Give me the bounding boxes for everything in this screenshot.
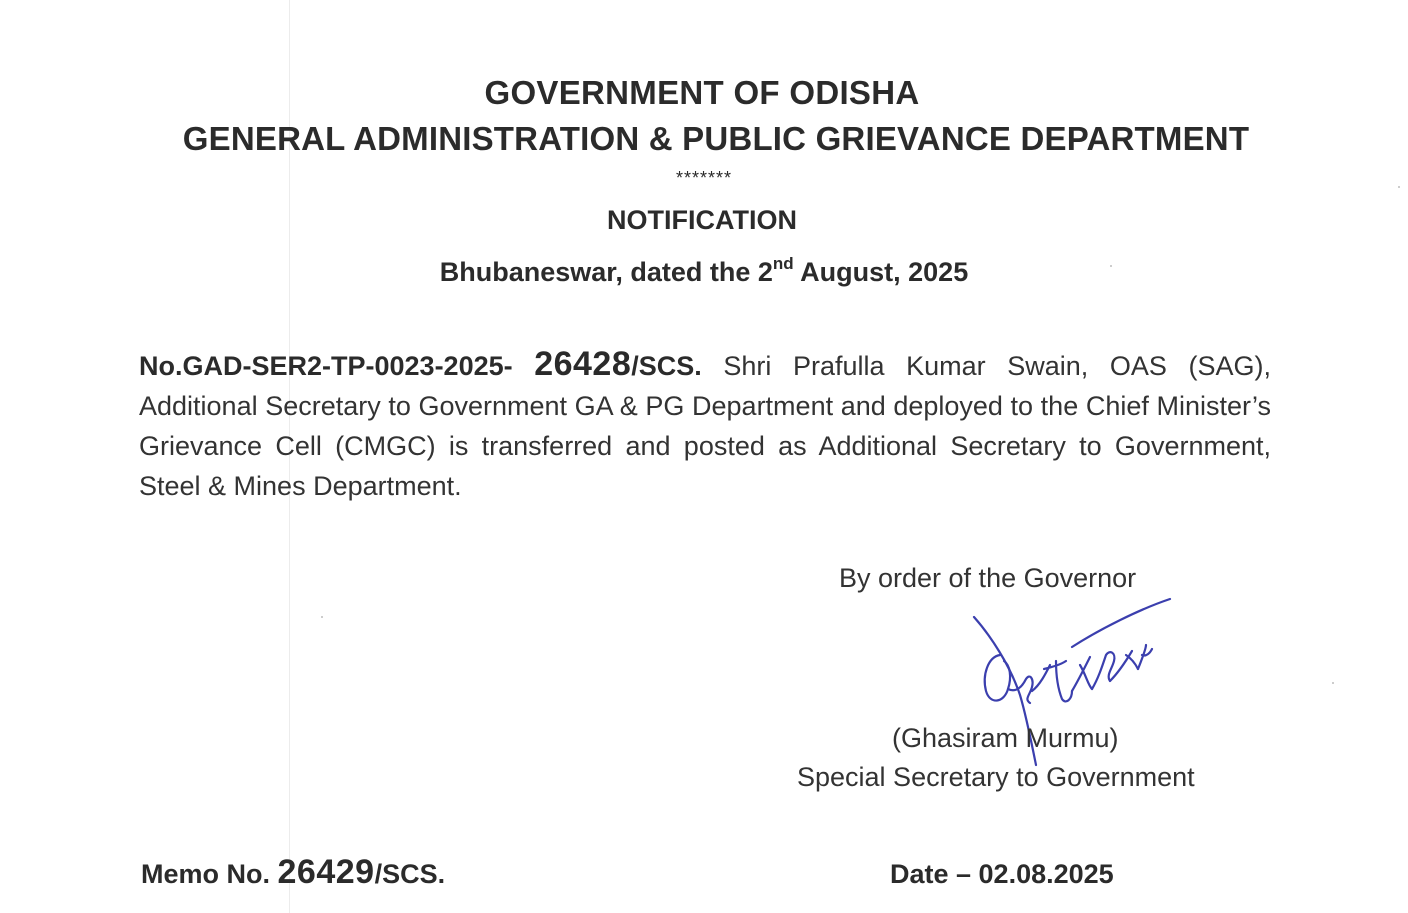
notification-title: NOTIFICATION xyxy=(607,205,797,235)
memo-label: Memo No. xyxy=(141,859,278,889)
dated-day: 2 xyxy=(757,257,773,287)
heading-separator: ******* xyxy=(675,168,733,188)
notification-number-suffix: /SCS. xyxy=(631,351,702,381)
dated-day-suffix: nd xyxy=(772,254,794,273)
by-order-line: By order of the Governor xyxy=(839,563,1137,593)
memo-date: Date – 02.08.2025 xyxy=(890,859,1114,889)
memo-number: 26429 xyxy=(277,853,375,891)
notification-body xyxy=(139,344,1271,506)
signer-name: (Ghasiram Murmu) xyxy=(892,723,1119,753)
notification-number: 26428 xyxy=(534,345,632,383)
memo-suffix: /SCS. xyxy=(374,859,446,889)
dated-line xyxy=(0,254,1408,288)
paper-speck xyxy=(1398,186,1400,188)
notification-text: Shri Prafulla Kumar Swain, OAS (SAG), Additional Secretary to Government GA & PG Department and deployed to the Chief Minister’s Grievance Cell (CMGC) is transferred and posted as Additional Secretary to Government, Steel & Mines Department. xyxy=(139,351,1271,501)
signer-title: Special Secretary to Government xyxy=(797,762,1195,792)
government-heading: GOVERNMENT OF ODISHA xyxy=(484,74,920,111)
dated-rest: August, 2025 xyxy=(793,257,969,287)
paper-speck xyxy=(1332,682,1334,684)
dated-prefix: Bhubaneswar, dated the xyxy=(439,257,758,287)
department-heading: GENERAL ADMINISTRATION & PUBLIC GRIEVANCE DEPARTMENT xyxy=(182,120,1250,157)
notification-number-prefix: No.GAD-SER2-TP-0023-2025- xyxy=(139,351,535,381)
paper-speck xyxy=(1110,265,1112,267)
paper-speck xyxy=(321,616,323,618)
memo-number-line xyxy=(141,853,445,892)
